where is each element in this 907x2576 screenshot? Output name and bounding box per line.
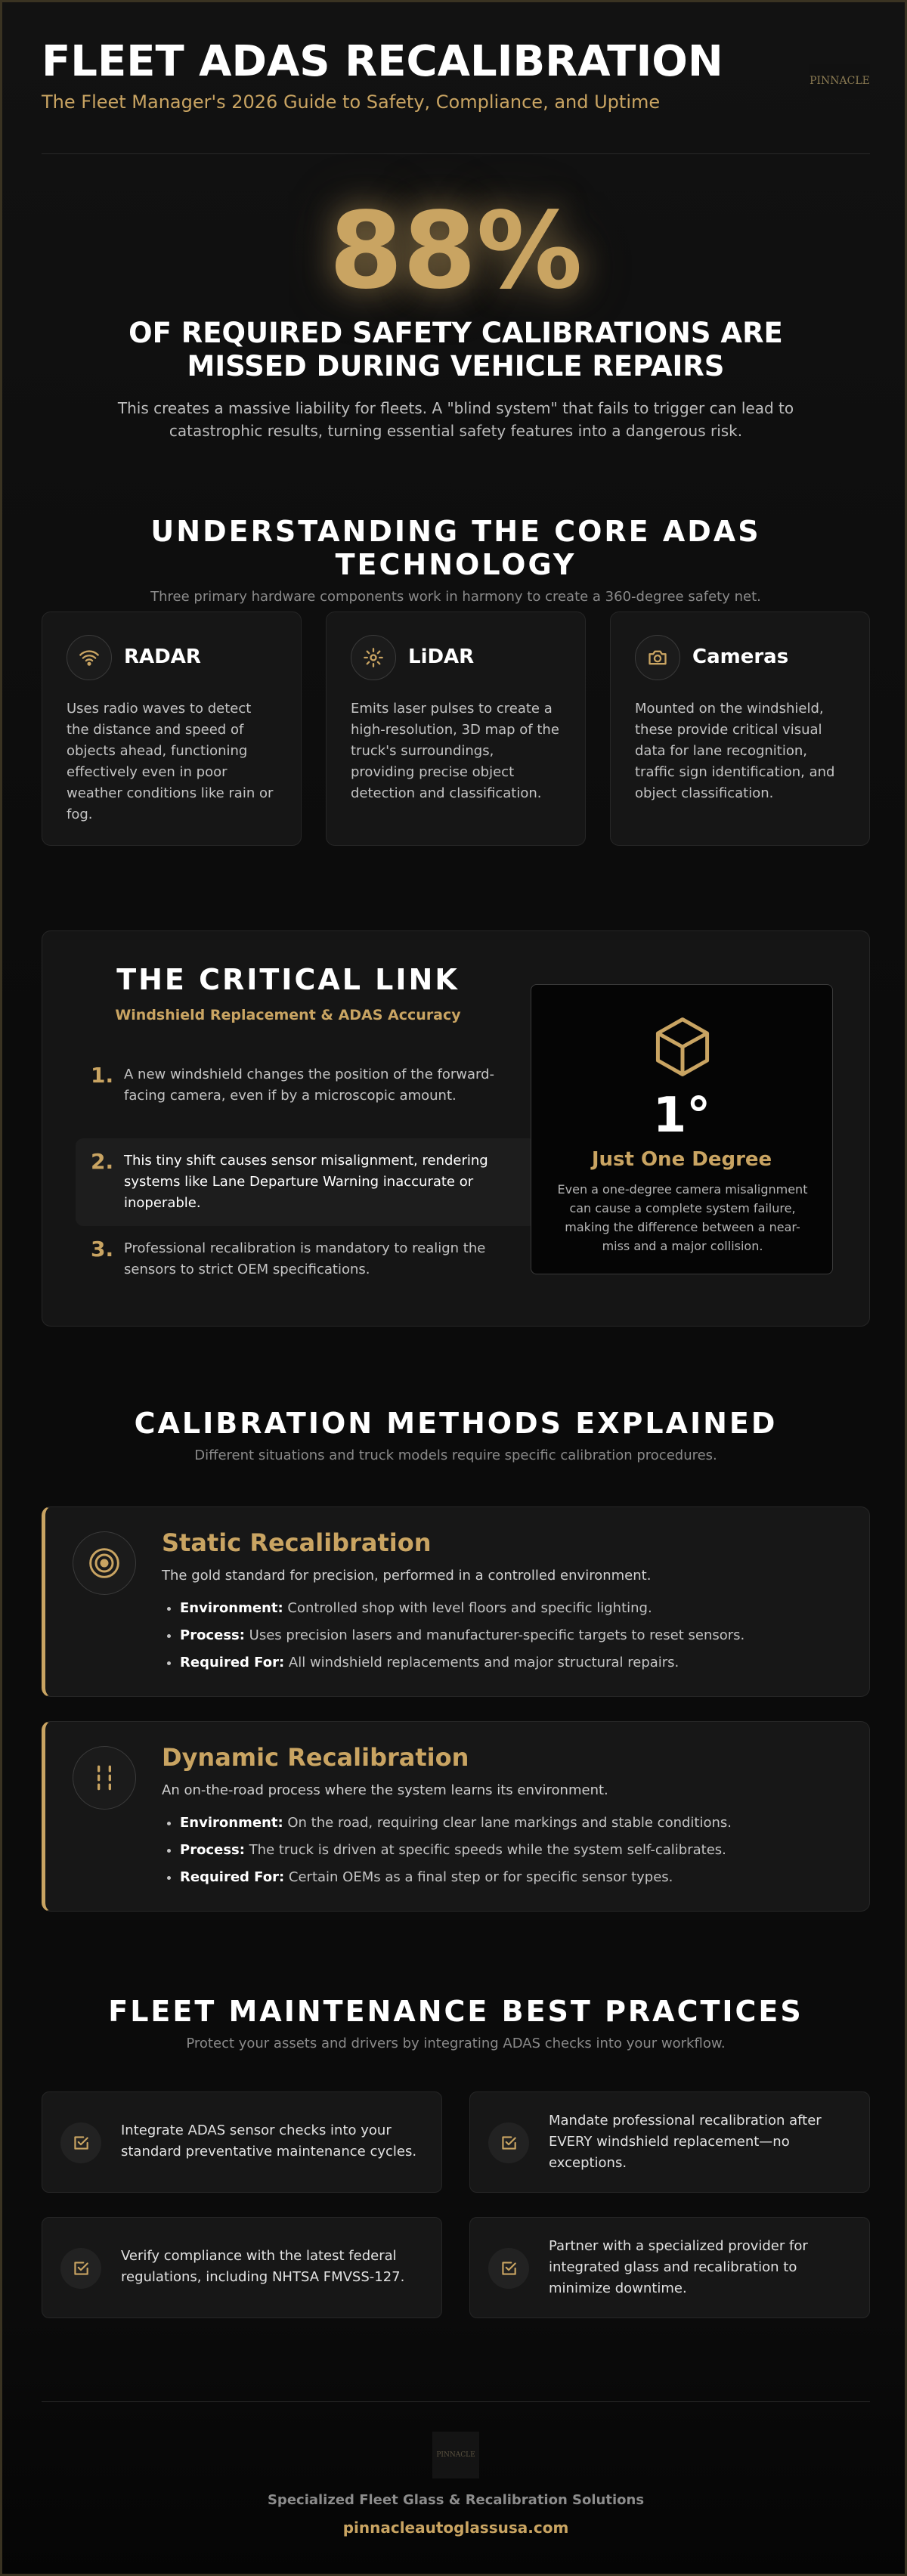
method-detail-item: • Process: Uses precision lasers and manufacturer-specific targets to reset sensors. xyxy=(180,1627,744,1645)
lidar-icon xyxy=(351,635,396,680)
critical-link-section xyxy=(42,930,870,1327)
camera-icon xyxy=(635,635,680,680)
critical-step xyxy=(76,1052,537,1119)
brand-logo: PINNACLE xyxy=(809,64,870,98)
critical-step xyxy=(76,1226,537,1293)
footer-website-link[interactable]: pinnacleautoglassusa.com xyxy=(342,2519,569,2537)
header-divider xyxy=(42,153,870,154)
hero-headline-line1: OF REQUIRED SAFETY CALIBRATIONS ARE xyxy=(128,317,783,349)
tech-section xyxy=(42,515,870,822)
practice-card xyxy=(469,2217,870,2318)
method-card-static xyxy=(42,1506,870,1697)
method-detail-item: • Process: The truck is driven at specific speeds while the system self-calibrates. xyxy=(180,1841,732,1859)
method-detail-item: • Environment: On the road, requiring clear lane markings and stable conditions. xyxy=(180,1814,732,1832)
method-details xyxy=(180,1599,744,1681)
practice-text: Partner with a specialized provider for integrated glass and recalibration to minimize downtime. xyxy=(549,2238,808,2296)
page-subtitle: The Fleet Manager's 2026 Guide to Safety, Compliance, and Uptime xyxy=(42,91,661,113)
road-icon xyxy=(73,1746,136,1810)
method-name: Static Recalibration xyxy=(162,1528,432,1557)
methods-subtitle: Different situations and truck models require specific calibration procedures. xyxy=(194,1447,717,1463)
critical-title: THE CRITICAL LINK xyxy=(116,963,460,996)
hero-text: This creates a massive liability for fleets. A "blind system" that fails to trigger can lead to catastrophic results, turning essential safety features into a dangerous risk. xyxy=(117,399,794,440)
methods-section xyxy=(42,1407,870,1885)
step-number: 1. xyxy=(91,1063,114,1088)
critical-step-highlighted xyxy=(76,1138,537,1226)
header xyxy=(42,36,870,153)
step-text: Professional recalibration is mandatory to realign the sensors to strict OEM specifications. xyxy=(124,1240,486,1277)
tech-card-name: Cameras xyxy=(692,646,789,668)
degree-value: 1° xyxy=(652,1088,711,1144)
footer-divider xyxy=(42,2401,870,2402)
method-desc: The gold standard for precision, performed in a controlled environment. xyxy=(162,1568,652,1584)
method-desc: An on-the-road process where the system learns its environment. xyxy=(162,1782,608,1798)
tech-title: UNDERSTANDING THE CORE ADAS TECHNOLOGY xyxy=(150,515,761,581)
best-practices-title: FLEET MAINTENANCE BEST PRACTICES xyxy=(108,1995,803,2028)
degree-text: Even a one-degree camera misalignment can cause a complete system failure, making the difference between a near-miss and a major collision. xyxy=(557,1182,808,1253)
tech-card-cameras xyxy=(610,611,870,846)
method-detail-item: • Required For: Certain OEMs as a final step or for specific sensor types. xyxy=(180,1869,732,1887)
tech-card-name: LiDAR xyxy=(408,646,475,668)
hero-headline-line2: MISSED DURING VEHICLE REPAIRS xyxy=(187,350,725,382)
step-text: This tiny shift causes sensor misalignment, rendering systems like Lane Departure Warning inaccurate or inoperable. xyxy=(124,1153,488,1211)
method-card-dynamic xyxy=(42,1721,870,1912)
practice-card xyxy=(42,2217,442,2318)
method-detail-item: • Environment: Controlled shop with level floors and specific lighting. xyxy=(180,1599,744,1618)
one-degree-callout xyxy=(531,984,833,1274)
checkbox-icon xyxy=(488,2248,529,2289)
radar-icon xyxy=(67,635,112,680)
tech-card-desc: Mounted on the windshield, these provide critical visual data for lane recognition, traffic sign identification, and object classification. xyxy=(635,701,835,801)
footer xyxy=(42,2432,870,2537)
tech-card-lidar xyxy=(326,611,586,846)
footer-logo: PINNACLE xyxy=(432,2432,479,2478)
critical-subtitle: Windshield Replacement & ADAS Accuracy xyxy=(115,1007,461,1023)
checkbox-icon xyxy=(60,2122,101,2163)
hero-section xyxy=(42,191,870,442)
practice-text: Verify compliance with the latest federal regulations, including NHTSA FMVSS-127. xyxy=(121,2248,405,2285)
hero-stat: 88% xyxy=(329,190,583,313)
method-detail-item: • Required For: All windshield replacements and major structural repairs. xyxy=(180,1654,744,1672)
footer-tagline: Specialized Fleet Glass & Recalibration Solutions xyxy=(267,2492,645,2508)
degree-title: Just One Degree xyxy=(591,1148,772,1171)
tech-card-radar xyxy=(42,611,302,846)
page-title: FLEET ADAS RECALIBRATION xyxy=(42,37,723,86)
step-number: 2. xyxy=(91,1149,114,1174)
practice-text: Integrate ADAS sensor checks into your standard preventative maintenance cycles. xyxy=(121,2122,417,2160)
practice-card xyxy=(469,2091,870,2193)
method-details xyxy=(180,1814,732,1896)
tech-card-desc: Uses radio waves to detect the distance and speed of objects ahead, functioning effectively even in poor weather conditions like rain or fog. xyxy=(67,701,274,822)
tech-subtitle: Three primary hardware components work in harmony to create a 360-degree safety net. xyxy=(150,589,761,605)
practice-card xyxy=(42,2091,442,2193)
step-text: A new windshield changes the position of the forward-facing camera, even if by a microscopic amount. xyxy=(124,1067,494,1104)
hero-headline xyxy=(42,317,870,383)
step-number: 3. xyxy=(91,1237,114,1262)
method-name: Dynamic Recalibration xyxy=(162,1743,469,1772)
practice-text: Mandate professional recalibration after EVERY windshield replacement—no exceptions. xyxy=(549,2113,822,2171)
methods-title: CALIBRATION METHODS EXPLAINED xyxy=(134,1407,778,1440)
best-practices-subtitle: Protect your assets and drivers by integrating ADAS checks into your workflow. xyxy=(186,2036,726,2051)
best-practices-section xyxy=(42,1995,870,2296)
target-icon xyxy=(73,1531,136,1595)
cube-icon xyxy=(648,1012,717,1082)
checkbox-icon xyxy=(488,2122,529,2163)
tech-card-desc: Emits laser pulses to create a high-resolution, 3D map of the truck's surroundings, providing precise object detection and classification. xyxy=(351,701,559,801)
checkbox-icon xyxy=(60,2248,101,2289)
tech-card-name: RADAR xyxy=(124,646,201,668)
